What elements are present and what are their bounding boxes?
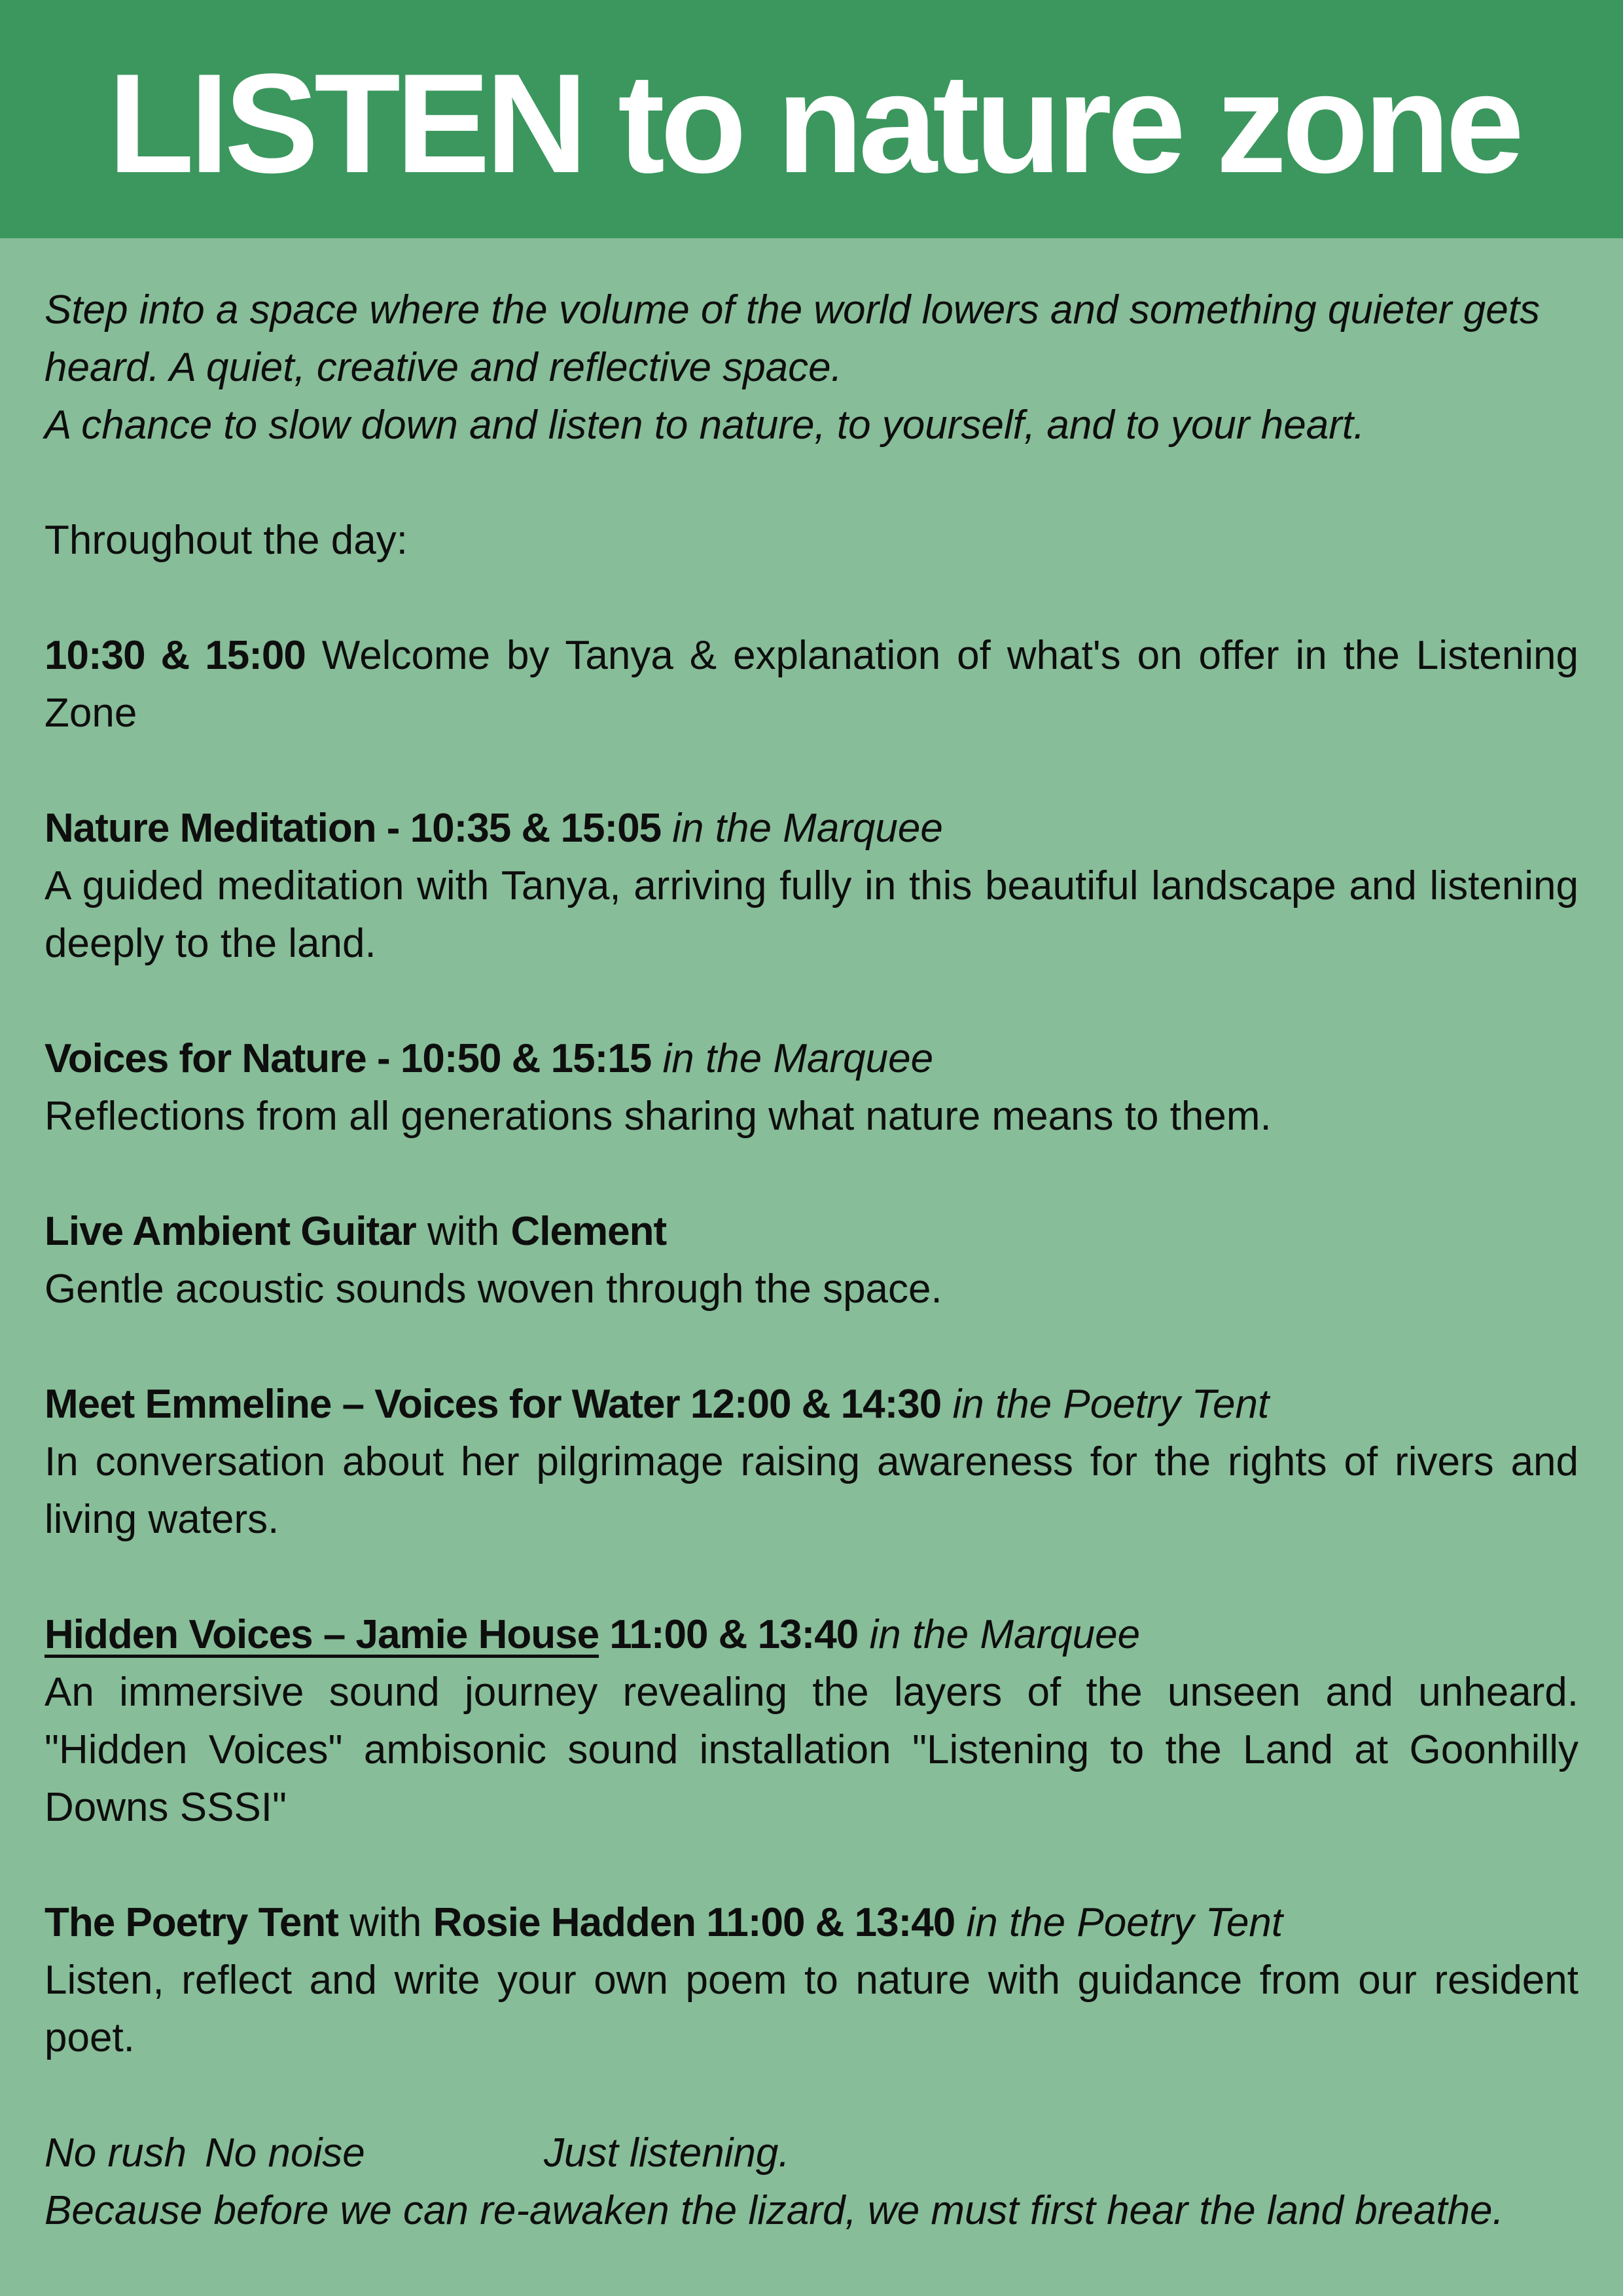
event-title: The Poetry Tent — [45, 1900, 338, 1945]
throughout-heading: Throughout the day: — [45, 518, 408, 563]
event-times: 11:00 & 13:40 — [599, 1612, 859, 1657]
main-content — [45, 281, 1578, 2240]
event-nature-meditation — [45, 800, 1578, 973]
page-title: LISTEN to nature zone — [108, 44, 1520, 202]
event-live-ambient-guitar — [45, 1203, 1578, 1318]
event-description: A guided meditation with Tanya, arriving fully in this beautiful landscape and listening deeply to the land. — [45, 863, 1578, 966]
event-description: Reflections from all generations sharing what nature means to them. — [45, 1094, 1272, 1139]
intro-line-1: Step into a space where the volume of the world lowers and something quieter gets heard. A quiet, creative and reflective space. — [45, 287, 1540, 390]
tagline-no-noise: No noise — [205, 2130, 365, 2176]
tagline-just-listening: Just listening. — [544, 2130, 790, 2176]
event-location: in the Marquee — [651, 1036, 934, 1081]
event-description: Gentle acoustic sounds woven through the space. — [45, 1266, 942, 1312]
event-location: in the Poetry Tent — [955, 1900, 1283, 1945]
closing-line: Because before we can re-awaken the lizard, we must first hear the land breathe. — [45, 2188, 1504, 2233]
event-location: in the Marquee — [661, 806, 943, 851]
event-description: Listen, reflect and write your own poem to nature with guidance from our resident poet. — [45, 1958, 1578, 2060]
event-location: in the Poetry Tent — [941, 1382, 1270, 1427]
event-title: Meet Emmeline – Voices for Water 12:00 & 14:30 — [45, 1382, 942, 1427]
event-title-link[interactable]: Hidden Voices – Jamie House — [45, 1612, 599, 1657]
event-with: with — [338, 1900, 433, 1945]
welcome-times: 10:30 & 15:00 — [45, 633, 306, 678]
event-heading — [45, 1894, 1578, 1952]
event-title: Nature Meditation - 10:35 & 15:05 — [45, 806, 662, 851]
event-heading — [45, 1376, 1578, 1433]
event-with: with — [416, 1209, 511, 1254]
event-heading — [45, 1203, 1578, 1261]
closing-taglines — [45, 2125, 1578, 2182]
event-location: in the Marquee — [858, 1612, 1141, 1657]
event-description: An immersive sound journey revealing the layers of the unseen and unheard. "Hidden Voices" ambisonic sound installation "Listening to the Land at Goonhilly Downs SSSI" — [45, 1670, 1578, 1830]
intro-line-2: A chance to slow down and listen to nature, to yourself, and to your heart. — [45, 403, 1365, 448]
welcome-text: Welcome by Tanya & explanation of what's on offer in the Listening Zone — [45, 633, 1578, 736]
welcome-item — [45, 627, 1578, 742]
tagline-no-rush: No rush — [45, 2130, 187, 2176]
event-heading — [45, 800, 1578, 857]
event-heading — [45, 1030, 1578, 1088]
header-banner — [0, 0, 1623, 238]
event-description: In conversation about her pilgrimage raising awareness for the rights of rivers and living waters. — [45, 1439, 1578, 1542]
event-poetry-tent — [45, 1894, 1578, 2067]
event-hidden-voices — [45, 1606, 1578, 1837]
event-heading — [45, 1606, 1578, 1664]
event-person: Clement — [510, 1209, 667, 1254]
event-title: Voices for Nature - 10:50 & 15:15 — [45, 1036, 652, 1081]
intro-paragraph — [45, 281, 1578, 454]
event-person: Rosie Hadden 11:00 & 13:40 — [433, 1900, 955, 1945]
event-meet-emmeline — [45, 1376, 1578, 1549]
event-voices-for-nature — [45, 1030, 1578, 1145]
event-title: Live Ambient Guitar — [45, 1209, 416, 1254]
